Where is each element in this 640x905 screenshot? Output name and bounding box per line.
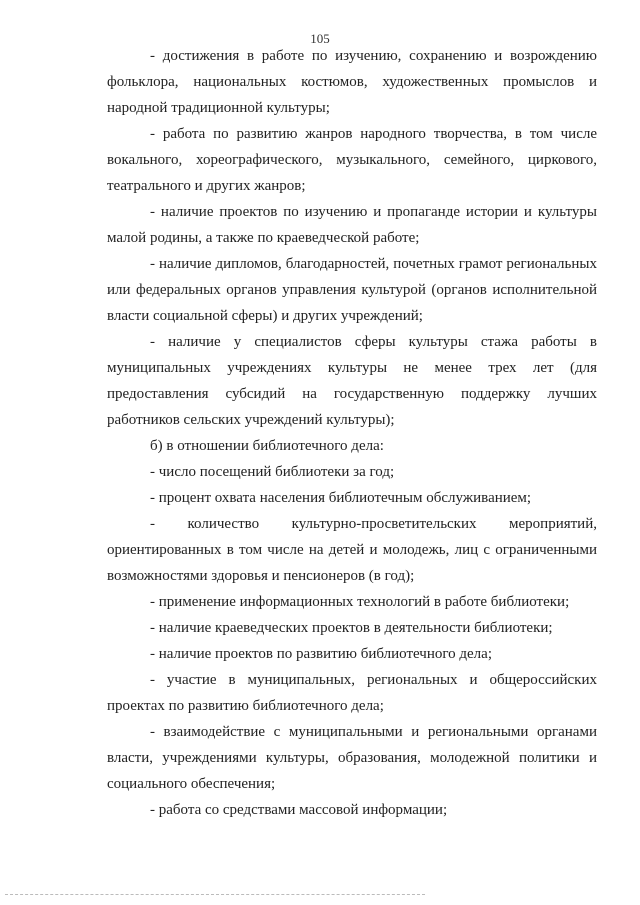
paragraph-diplomas: - наличие дипломов, благодарностей, почетных грамот региональных или федеральных органов управления культурой (органов исполнительной власти социальной сферы) и других учреждений; [107,256,597,324]
page-number: 105 [310,31,330,46]
paragraph-library-visits: - число посещений библиотеки за год; [150,464,395,480]
paragraph-library-coverage: - процент охвата населения библиотечным обслуживанием; [150,490,532,506]
paragraph-information-technologies: - применение информационных технологий в работе библиотеки; [150,594,570,610]
paragraph-folklore-achievements: - достижения в работе по изучению, сохранению и возрождению фольклора, национальных костюмов, художественных промыслов и народной традиционной культуры; [107,48,597,116]
paragraph-interaction-authorities: - взаимодействие с муниципальными и региональными органами власти, учреждениями культуры, образования, молодежной политики и социального обеспечения; [107,724,597,792]
paragraph-specialist-experience: - наличие у специалистов сферы культуры стажа работы в муниципальных учреждениях культуры не менее трех лет (для предоставления субсидий на государственную поддержку лучших работников сельских учреждений культуры); [107,334,597,428]
document-text-body [107,43,597,823]
paragraph-mass-media: - работа со средствами массовой информации; [150,802,448,818]
paragraph-local-lore-projects: - наличие краеведческих проектов в деятельности библиотеки; [150,620,553,636]
paragraph-participation-projects: - участие в муниципальных, региональных и общероссийских проектах по развитию библиотечного дела; [107,672,597,714]
paragraph-cultural-events: - количество культурно-просветительских мероприятий, ориентированных в том числе на детей и молодежь, лиц с ограниченными возможностями здоровья и пенсионеров (в год); [107,516,597,584]
paragraph-library-development-projects: - наличие проектов по развитию библиотечного дела; [150,646,492,662]
paragraph-folk-genres: - работа по развитию жанров народного творчества, в том числе вокального, хореографического, музыкального, семейного, циркового, театрального и других жанров; [107,126,597,194]
paragraph-local-history-projects: - наличие проектов по изучению и пропаганде истории и культуры малой родины, а также по краеведческой работе; [107,204,597,246]
bottom-divider [5,894,425,895]
paragraph-library-heading: б) в отношении библиотечного дела: [150,438,384,454]
